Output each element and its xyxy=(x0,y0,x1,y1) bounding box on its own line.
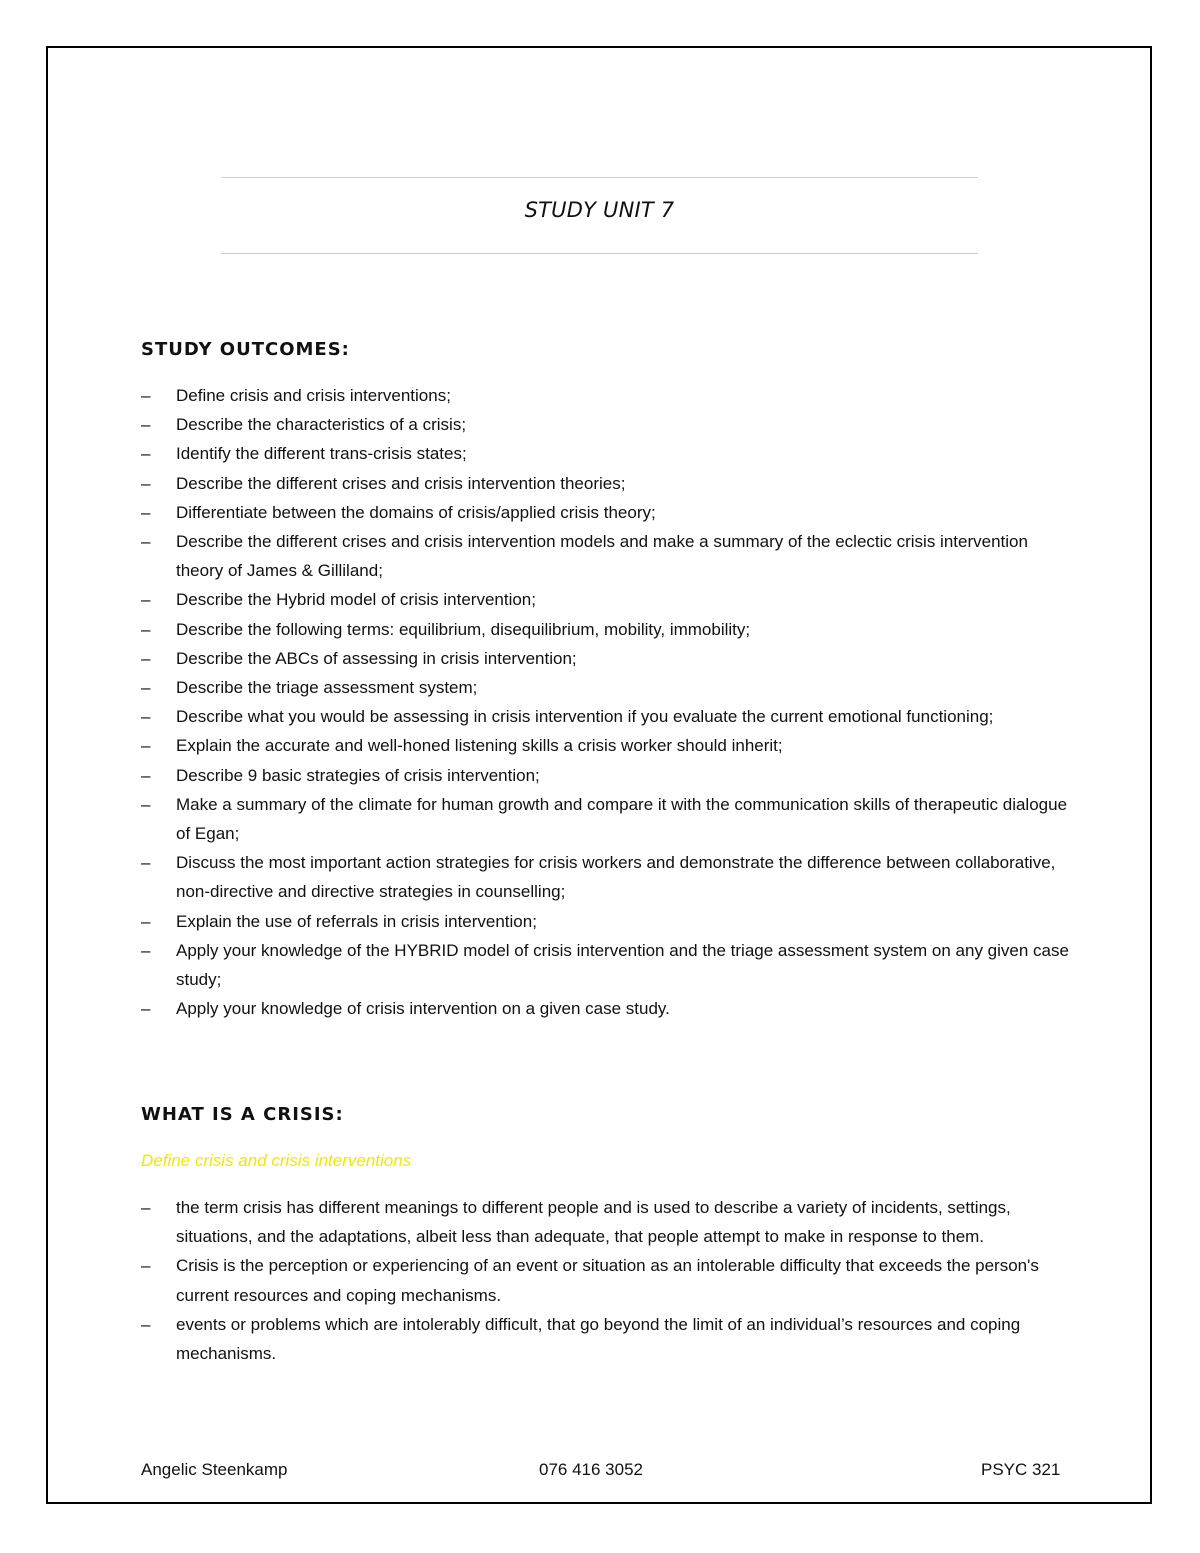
dash-bullet: – xyxy=(141,1314,151,1334)
list-item xyxy=(141,790,1071,848)
crisis-definition-list xyxy=(141,1193,1071,1368)
list-item-text: Describe the different crises and crisis intervention theories; xyxy=(176,473,626,493)
dash-bullet: – xyxy=(141,940,151,960)
list-item-text: Describe the Hybrid model of crisis intervention; xyxy=(176,590,536,610)
dash-bullet: – xyxy=(141,619,151,639)
dash-bullet: – xyxy=(141,386,151,405)
list-item-text: Describe the triage assessment system; xyxy=(176,678,478,698)
list-item-text: the term crisis has different meanings to different people and is used to describe a variety of incidents, settings, situations, and the adaptations, albeit less than adequate, that people attempt to make in response to them. xyxy=(176,1198,1011,1247)
dash-bullet: – xyxy=(141,648,151,668)
title-top-rule xyxy=(221,177,978,178)
list-item-text: Describe the following terms: equilibrium, disequilibrium, mobility, immobility; xyxy=(176,619,751,639)
list-item xyxy=(141,673,1071,702)
list-item-text: Describe the different crises and crisis intervention models and make a summary of the eclectic crisis intervention theory of James & Gilliland; xyxy=(176,532,1028,581)
list-item xyxy=(141,644,1071,673)
dash-bullet: – xyxy=(141,736,151,756)
study-outcomes-heading: STUDY OUTCOMES: xyxy=(141,339,350,360)
footer-course-code: PSYC 321 xyxy=(981,1460,1061,1479)
crisis-subheading: Define crisis and crisis interventions xyxy=(141,1151,412,1170)
list-item xyxy=(141,498,1071,527)
dash-bullet: – xyxy=(141,590,151,610)
dash-bullet: – xyxy=(141,502,151,522)
list-item-text: Identify the different trans-crisis states; xyxy=(176,444,467,464)
list-item-text: Describe 9 basic strategies of crisis intervention; xyxy=(176,765,540,785)
dash-bullet: – xyxy=(141,707,151,727)
title-bottom-rule xyxy=(221,253,978,254)
list-item xyxy=(141,936,1071,994)
list-item-text: Describe what you would be assessing in crisis intervention if you evaluate the current emotional functioning; xyxy=(176,707,994,727)
list-item-text: Crisis is the perception or experiencing of an event or situation as an intolerable difficulty that exceeds the person's current resources and coping mechanisms. xyxy=(176,1256,1039,1305)
list-item-text: Explain the accurate and well-honed listening skills a crisis worker should inherit; xyxy=(176,736,783,756)
dash-bullet: – xyxy=(141,853,151,873)
list-item xyxy=(141,1251,1071,1309)
list-item-text: Discuss the most important action strategies for crisis workers and demonstrate the difference between collaborative, non-directive and directive strategies in counselling; xyxy=(176,853,1056,902)
list-item xyxy=(141,469,1071,498)
unit-title: STUDY UNIT 7 xyxy=(524,198,675,222)
list-item xyxy=(141,381,1071,410)
dash-bullet: – xyxy=(141,911,151,931)
list-item xyxy=(141,702,1071,731)
dash-bullet: – xyxy=(141,444,151,464)
list-item xyxy=(141,1310,1071,1368)
footer-phone: 076 416 3052 xyxy=(539,1460,643,1479)
list-item xyxy=(141,615,1071,644)
list-item xyxy=(141,1193,1071,1251)
dash-bullet: – xyxy=(141,794,151,814)
list-item xyxy=(141,585,1071,614)
dash-bullet: – xyxy=(141,473,151,493)
what-is-crisis-heading: WHAT IS A CRISIS: xyxy=(141,1104,344,1125)
list-item-text: Make a summary of the climate for human growth and compare it with the communication skills of therapeutic dialogue of Egan; xyxy=(176,794,1068,844)
list-item-text: Apply your knowledge of the HYBRID model of crisis intervention and the triage assessment system on any given case study; xyxy=(176,940,1069,990)
list-item-text: Describe the ABCs of assessing in crisis intervention; xyxy=(176,648,577,668)
list-item xyxy=(141,848,1071,906)
list-item-text: events or problems which are intolerably difficult, that go beyond the limit of an individual’s resources and coping mechanisms. xyxy=(176,1314,1021,1364)
dash-bullet: – xyxy=(141,532,151,552)
dash-bullet: – xyxy=(141,678,151,698)
dash-bullet: – xyxy=(141,1256,151,1276)
list-item xyxy=(141,527,1071,585)
list-item xyxy=(141,994,1071,1023)
footer-author: Angelic Steenkamp xyxy=(141,1460,288,1479)
dash-bullet: – xyxy=(141,415,151,435)
list-item xyxy=(141,761,1071,790)
list-item-text: Describe the characteristics of a crisis; xyxy=(176,415,467,435)
dash-bullet: – xyxy=(141,999,151,1019)
list-item xyxy=(141,439,1071,468)
list-item-text: Explain the use of referrals in crisis intervention; xyxy=(176,911,537,931)
list-item xyxy=(141,907,1071,936)
list-item-text: Define crisis and crisis interventions; xyxy=(176,386,451,405)
list-item-text: Apply your knowledge of crisis intervention on a given case study. xyxy=(176,999,670,1019)
list-item xyxy=(141,731,1071,760)
list-item-text: Differentiate between the domains of crisis/applied crisis theory; xyxy=(176,502,656,522)
list-item xyxy=(141,410,1071,439)
dash-bullet: – xyxy=(141,765,151,785)
dash-bullet: – xyxy=(141,1198,151,1217)
study-outcomes-list xyxy=(141,381,1071,1023)
